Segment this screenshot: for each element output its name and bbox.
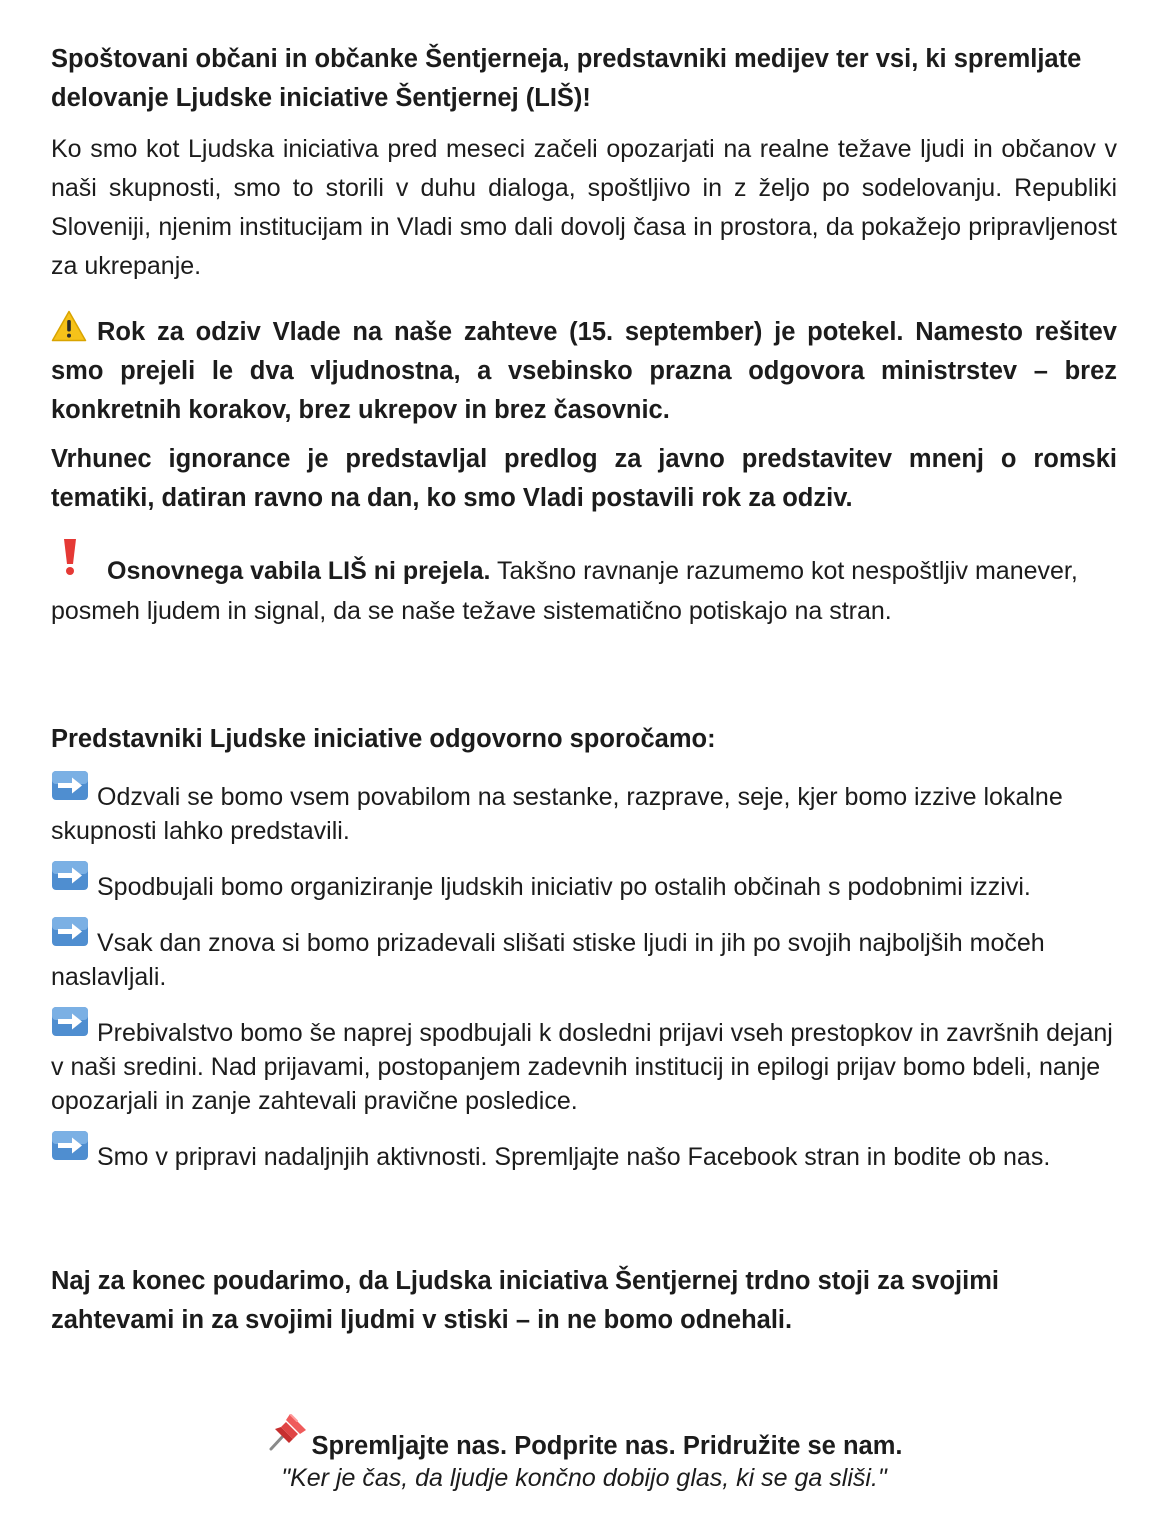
list-item [51,1130,1117,1174]
closing-paragraph: Naj za konec poudarimo, da Ljudska iniciativa Šentjernej trdno stoji za svojimi zahtevami in za svojimi ljudmi v stiski – in ne bomo odnehali. [51,1267,999,1334]
list-item-text: Prebivalstvo bomo še naprej spodbujali k dosledni prijavi vseh prestopkov in završnih dejanj v naši sredini. Nad prijavami, postopanjem zadevnih institucij in epilogi prijav bomo bdeli, nanje opozarjali in zanje zahtevali pravične posledice. [51,1019,1113,1115]
warning-icon [51,310,87,342]
list-item-text: Smo v pripravi nadaljnjih aktivnosti. Spremljajte našo Facebook stran in bodite ob nas. [97,1143,1051,1171]
footer-quote: "Ker je čas, da ljudje končno dobijo glas, ki se ga sliši." [281,1464,887,1492]
right-arrow-icon [51,1130,89,1161]
statement-heading: Predstavniki Ljudske iniciative odgovorno sporočamo: [51,725,716,753]
list-item-text: Vsak dan znova si bomo prizadevali slišati stiske ljudi in jih po svojih najboljših močeh naslavljali. [51,929,1045,991]
invite-paragraph [51,537,1117,631]
ignorance-paragraph: Vrhunec ignorance je predstavljal predlog za javno predstavitev mnenj o romski tematiki, datiran ravno na dan, ko smo Vladi postavili rok za odziv. [51,445,1117,512]
list-item-text: Odzvali se bomo vsem povabilom na sestanke, razprave, seje, kjer bomo izzive lokalne skupnosti lahko predstavili. [51,783,1063,845]
invite-strong-text: Osnovnega vabila LIŠ ni prejela. [107,557,491,585]
list-item [51,916,1117,994]
warning-paragraph [51,310,1117,430]
greeting-heading: Spoštovani občani in občanke Šentjerneja, predstavniki medijev ter vsi, ki spremljate delovanje Ljudske iniciative Šentjernej (LIŠ)! [51,45,1082,112]
list-item-text: Spodbujali bomo organiziranje ljudskih iniciativ po ostalih občinah s podobnimi izzivi. [97,873,1031,901]
right-arrow-icon [51,770,89,801]
footer-call [51,1408,1117,1464]
list-item [51,770,1117,848]
right-arrow-icon [51,860,89,891]
invite-text: Takšno ravnanje razumemo kot nespoštljiv manever, posmeh ljudem in signal, da se naše težave sistematično potiskajo na stran. [51,557,1078,625]
list-item [51,860,1117,904]
warning-text: Rok za odziv Vlade na naše zahteve (15. september) je potekel. Namesto rešitev smo prejeli le dva vljudnostna, a vsebinsko prazna odgovora ministrstev – brez konkretnih korakov, brez ukrepov in brez časovnic. [51,318,1117,424]
right-arrow-icon [51,1006,89,1037]
list-item [51,1006,1117,1118]
statement-list [51,770,1117,1186]
footer-call-text: Spremljajte nas. Podprite nas. Pridružite se nam. [311,1432,903,1460]
exclamation-icon [59,537,81,577]
footer [51,1408,1117,1494]
right-arrow-icon [51,916,89,947]
intro-paragraph: Ko smo kot Ljudska iniciativa pred meseci začeli opozarjati na realne težave ljudi in občanov v naši skupnosti, smo to storili v duhu dialoga, spoštljivo in z željo po sodelovanju. Republiki Sloveniji, njenim institucijam in Vladi smo dali dovolj časa in prostora, da pokažejo pripravljenost za ukrepanje. [51,135,1117,280]
pushpin-icon [266,1408,310,1452]
